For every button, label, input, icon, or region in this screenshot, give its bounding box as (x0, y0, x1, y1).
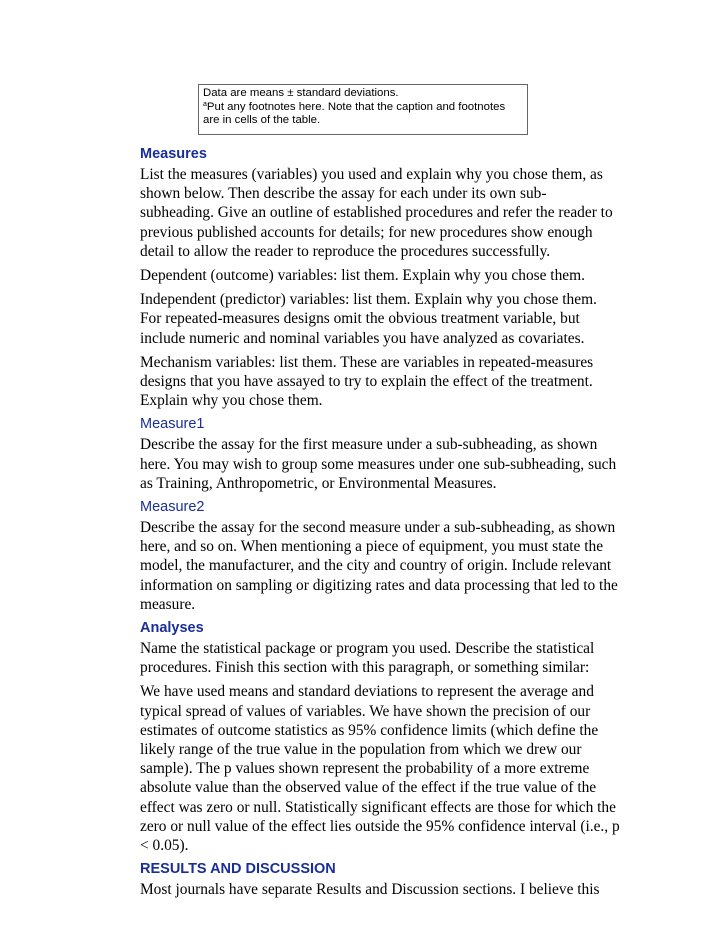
text-line: shown below. Then describe the assay for each under its own sub- (140, 185, 547, 203)
heading-results-discussion: RESULTS AND DISCUSSION (140, 861, 336, 878)
measures-paragraph-2 (140, 266, 600, 285)
text-line: Explain why you chose them. (140, 392, 323, 410)
text-line: Name the statistical package or program you used. Describe the statistical (140, 640, 595, 658)
text-line: estimates of outcome statistics as 95% confidence limits (which define the (140, 721, 599, 739)
text-line: Most journals have separate Results and Discussion sections. I believe this (140, 881, 600, 899)
text-line: We have used means and standard deviations to represent the average and (140, 683, 594, 701)
caption-line-1: Data are means ± standard deviations. (203, 87, 399, 99)
text-line: For repeated-measures designs omit the obvious treatment variable, but (140, 310, 580, 328)
text-line: zero or null value of the effect lies outside the 95% confidence interval (i.e., p (140, 817, 620, 835)
text-line: measure. (140, 595, 196, 613)
text-line: information on sampling or digitizing rates and data processing that led to the (140, 576, 618, 594)
measures-paragraph-4 (140, 353, 600, 411)
analyses-paragraph-1 (140, 639, 600, 677)
text-line: Independent (predictor) variables: list them. Explain why you chose them. (140, 291, 597, 309)
text-line: Dependent (outcome) variables: list them. Explain why you chose them. (140, 267, 585, 285)
footnote-mark: a (203, 100, 207, 108)
text-line: absolute value than the observed value of the effect if the true value of the (140, 779, 597, 797)
text-line: designs that you have assayed to try to explain the effect of the treatment. (140, 373, 593, 391)
text-line: likely range of the true value in the population from which we drew our (140, 741, 582, 759)
caption-line-3: are in cells of the table. (203, 114, 321, 127)
text-line: previous published accounts for details; for new procedures show enough (140, 223, 593, 241)
measures-paragraph-3 (140, 290, 600, 348)
caption-line-2 (203, 101, 527, 115)
measure2-paragraph (140, 518, 618, 614)
text-line: effect was zero or null. Statistically significant effects are those for which the (140, 798, 616, 816)
text-line: Describe the assay for the second measure under a sub-subheading, as shown (140, 519, 616, 537)
results-paragraph-1 (140, 880, 600, 899)
analyses-paragraph-2 (140, 682, 620, 855)
heading-measure1: Measure1 (140, 416, 205, 433)
text-line: Mechanism variables: list them. These are variables in repeated-measures (140, 353, 594, 371)
text-line: detail to allow the reader to reproduce the procedures successfully. (140, 242, 551, 260)
text-line: < 0.05). (140, 837, 189, 855)
text-line: model, the manufacturer, and the city and country of origin. Include relevant (140, 557, 612, 575)
text-line: procedures. Finish this section with this paragraph, or something similar: (140, 659, 590, 677)
text-line: include numeric and nominal variables you have analyzed as covariates. (140, 329, 585, 347)
body-content (140, 145, 620, 905)
heading-measures: Measures (140, 146, 207, 162)
text-line: here. You may wish to group some measures under one sub-subheading, such (140, 455, 617, 473)
text-line: as Training, Anthropometric, or Environmental Measures. (140, 474, 497, 492)
measures-paragraph-1 (140, 165, 613, 261)
heading-measure2: Measure2 (140, 499, 205, 516)
text-line: List the measures (variables) you used and explain why you chose them, as (140, 166, 603, 183)
table-caption-cell (198, 84, 528, 135)
heading-analyses: Analyses (140, 620, 204, 637)
text-line: sample). The p values shown represent the probability of a more extreme (140, 760, 590, 778)
text-line: typical spread of values of variables. We have shown the precision of our (140, 702, 591, 720)
text-line: here, and so on. When mentioning a piece of equipment, you must state the (140, 538, 604, 556)
text-line: Describe the assay for the first measure under a sub-subheading, as shown (140, 436, 598, 454)
measure1-paragraph (140, 435, 617, 493)
footnote-text: Put any footnotes here. Note that the caption and footnotes (206, 100, 506, 113)
text-line: subheading. Give an outline of established procedures and refer the reader to (140, 204, 613, 222)
